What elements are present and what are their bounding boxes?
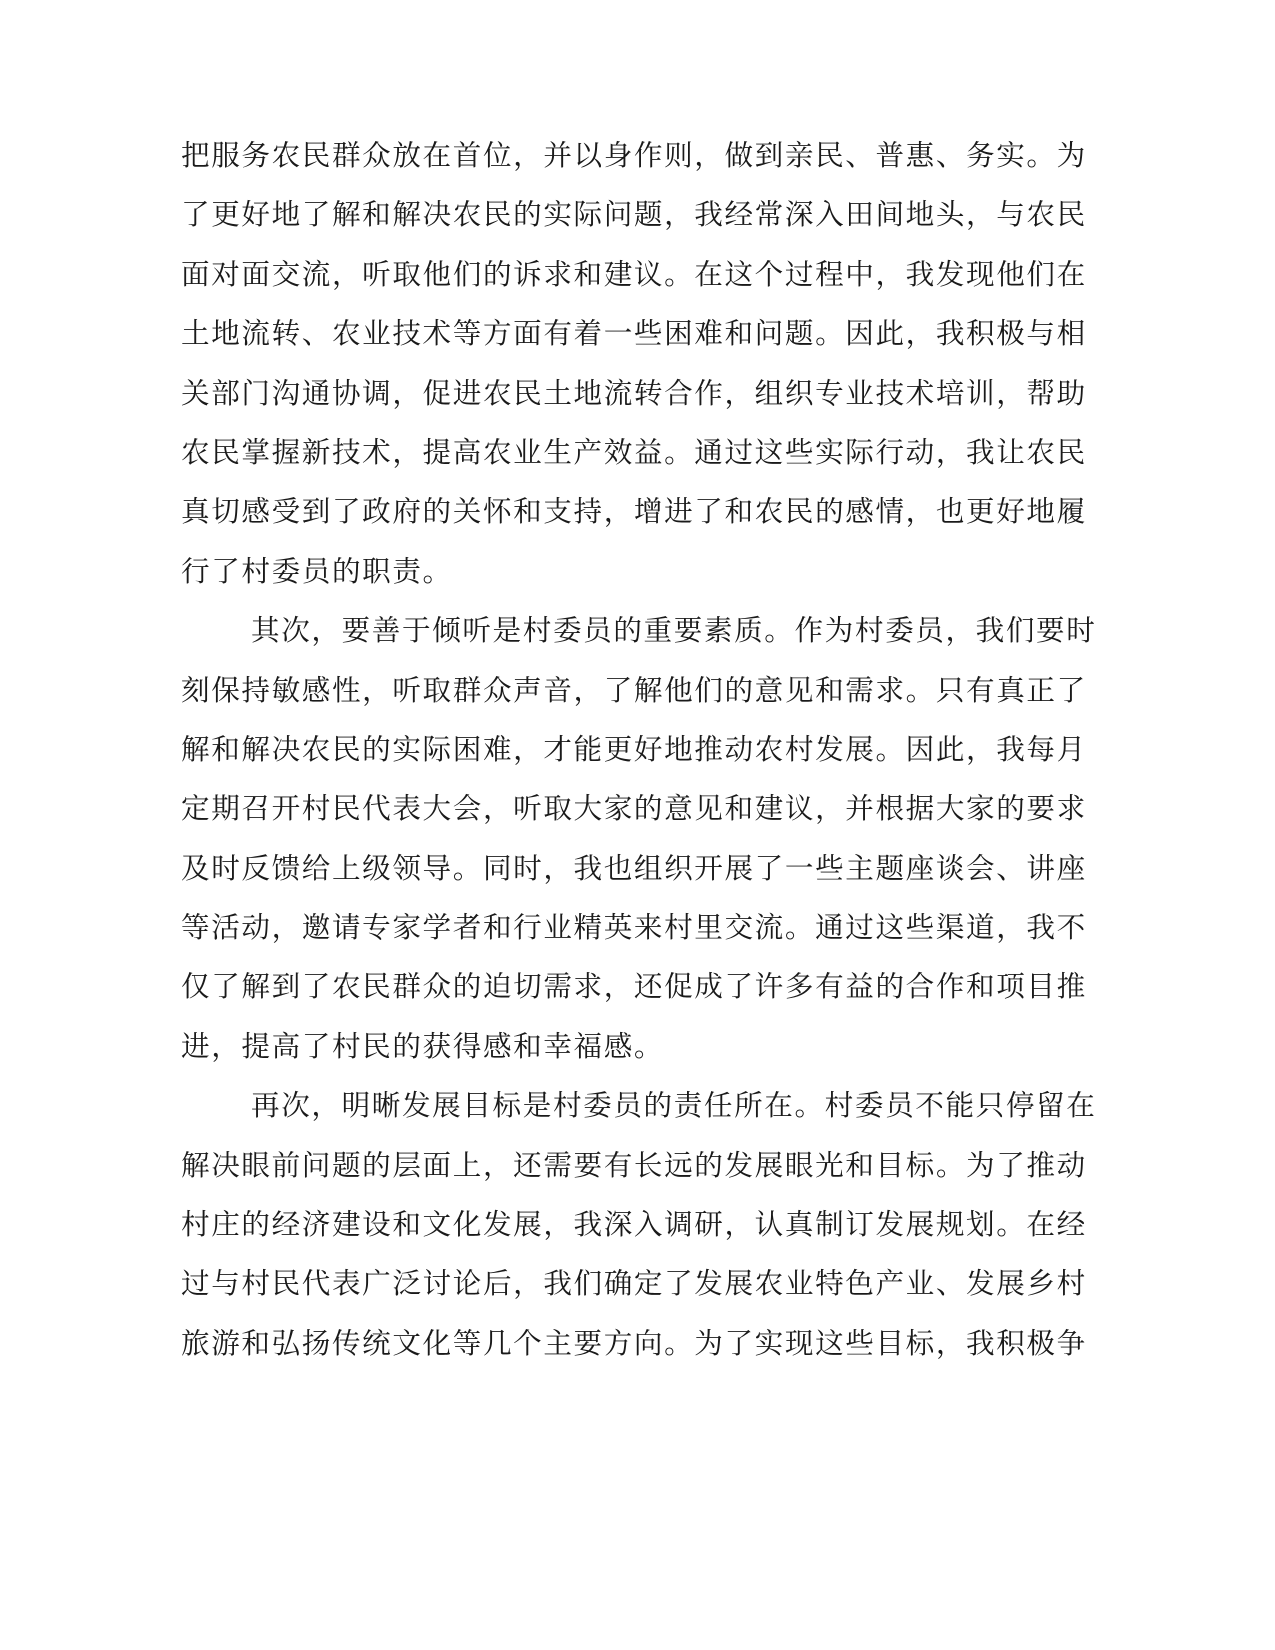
- paragraph-3: [181, 1076, 1097, 1373]
- text-line: 真切感受到了政府的关怀和支持，增进了和农民的感情，也更好地履: [181, 494, 1087, 529]
- text-line-indented: 再次，明晰发展目标是村委员的责任所在。村委员不能只停留在: [251, 1088, 1097, 1123]
- text-line: 过与村民代表广泛讨论后，我们确定了发展农业特色产业、发展乡村: [181, 1266, 1087, 1301]
- text-line: 面对面交流，听取他们的诉求和建议。在这个过程中，我发现他们在: [181, 256, 1087, 291]
- text-line: 仅了解到了农民群众的迫切需求，还促成了许多有益的合作和项目推: [181, 969, 1087, 1004]
- text-line: 农民掌握新技术，提高农业生产效益。通过这些实际行动，我让农民: [181, 434, 1087, 469]
- text-line: 进，提高了村民的获得感和幸福感。: [181, 1028, 665, 1063]
- document-body: [181, 126, 1097, 1373]
- text-line: 土地流转、农业技术等方面有着一些困难和问题。因此，我积极与相: [181, 316, 1087, 351]
- text-line: 解决眼前问题的层面上，还需要有长远的发展眼光和目标。为了推动: [181, 1147, 1087, 1182]
- text-line: 村庄的经济建设和文化发展，我深入调研，认真制订发展规划。在经: [181, 1207, 1087, 1242]
- text-line: 及时反馈给上级领导。同时，我也组织开展了一些主题座谈会、讲座: [181, 850, 1087, 885]
- text-line: 了更好地了解和解决农民的实际问题，我经常深入田间地头，与农民: [181, 197, 1087, 232]
- text-line: 解和解决农民的实际困难，才能更好地推动农村发展。因此，我每月: [181, 731, 1087, 766]
- paragraph-2: [181, 601, 1097, 1076]
- text-line: 定期召开村民代表大会，听取大家的意见和建议，并根据大家的要求: [181, 791, 1087, 826]
- paragraph-1: [181, 126, 1087, 601]
- text-line: 关部门沟通协调，促进农民土地流转合作，组织专业技术培训，帮助: [181, 375, 1087, 410]
- text-line: 刻保持敏感性，听取群众声音，了解他们的意见和需求。只有真正了: [181, 672, 1087, 707]
- text-line-indented: 其次，要善于倾听是村委员的重要素质。作为村委员，我们要时: [251, 613, 1097, 648]
- text-line: 行了村委员的职责。: [181, 553, 453, 588]
- text-line: 把服务农民群众放在首位，并以身作则，做到亲民、普惠、务实。为: [181, 138, 1087, 172]
- text-line: 等活动，邀请专家学者和行业精英来村里交流。通过这些渠道，我不: [181, 910, 1087, 945]
- text-line: 旅游和弘扬传统文化等几个主要方向。为了实现这些目标，我积极争: [181, 1325, 1087, 1360]
